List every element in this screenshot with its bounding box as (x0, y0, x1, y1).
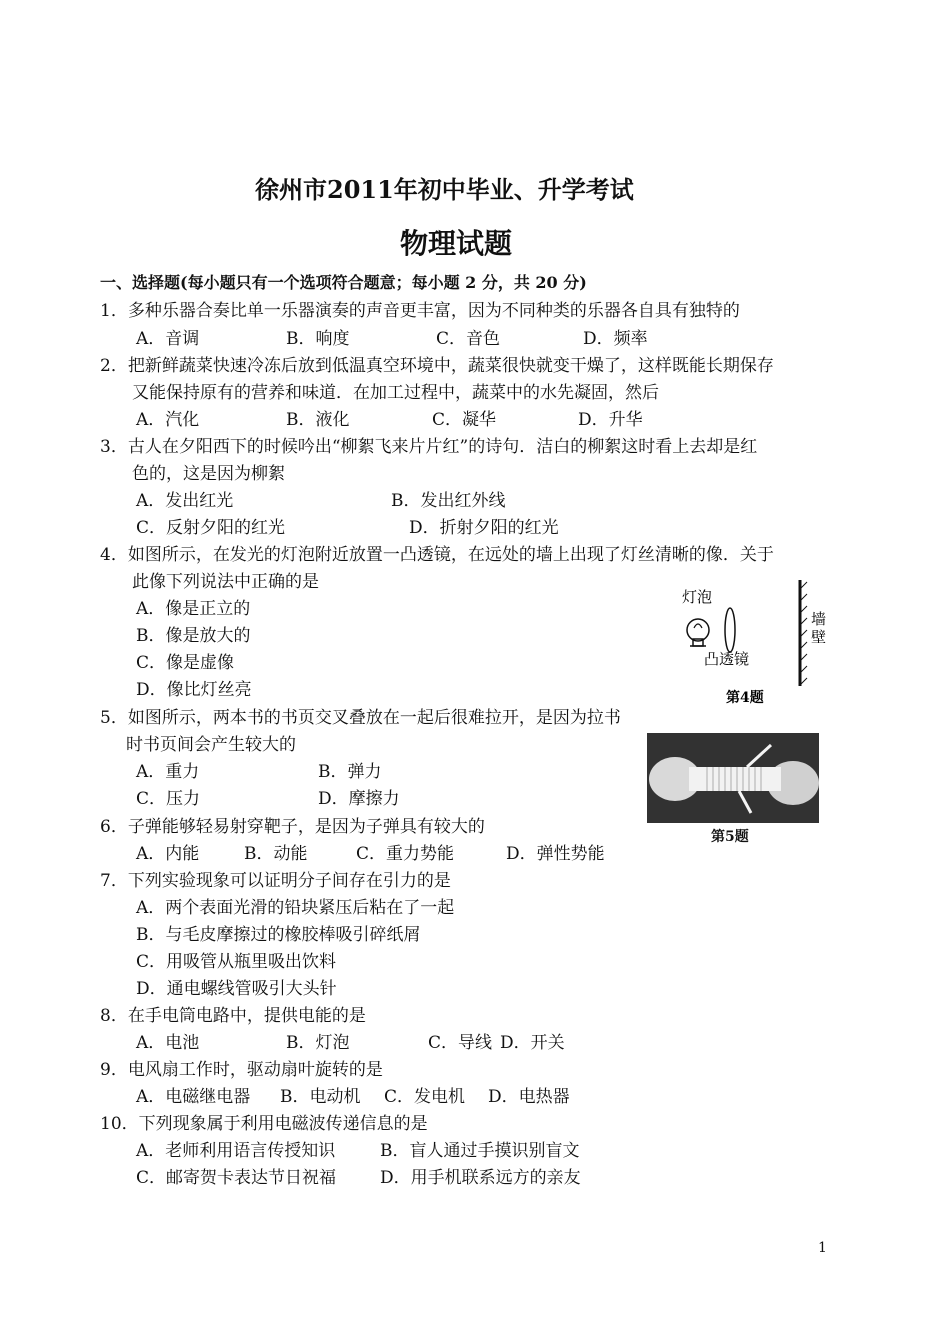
option: A．发出红光 (136, 491, 234, 511)
question-stem-cont: 又能保持原有的营养和味道．在加工过程中，蔬菜中的水先凝固，然后 (132, 383, 659, 403)
option: C．音色 (436, 329, 501, 349)
option: D．频率 (583, 329, 648, 349)
option: B．与毛皮摩擦过的橡胶棒吸引碎纸屑 (136, 925, 421, 945)
option: A．两个表面光滑的铅块紧压后粘在了一起 (136, 898, 455, 918)
wall-icon (800, 580, 807, 686)
figure-caption: 第4题 (726, 690, 764, 706)
question-stem: 9．电风扇工作时，驱动扇叶旋转的是 (100, 1060, 383, 1080)
option: D．电热器 (488, 1087, 570, 1107)
lens-icon (725, 608, 735, 652)
option: C．发电机 (384, 1087, 466, 1107)
option: B．弹力 (318, 762, 382, 782)
bulb-icon (687, 619, 709, 646)
question-stem: 5．如图所示，两本书的书页交叉叠放在一起后很难拉开，是因为拉书 (100, 708, 621, 728)
option: B．灯泡 (286, 1033, 350, 1053)
option: D．像比灯丝亮 (136, 680, 252, 700)
option: A．汽化 (136, 410, 200, 430)
option: D．升华 (578, 410, 643, 430)
question-stem-cont: 此像下列说法中正确的是 (132, 572, 319, 592)
option: B．液化 (286, 410, 350, 430)
question-stem: 4．如图所示，在发光的灯泡附近放置一凸透镜，在远处的墙上出现了灯丝清晰的像．关于 (100, 545, 774, 565)
wall-label-2: 壁 (811, 628, 827, 646)
question-stem: 3．古人在夕阳西下的时候吟出“柳絮飞来片片红”的诗句．洁白的柳絮这时看上去却是红 (100, 437, 758, 457)
option: B．电动机 (280, 1087, 361, 1107)
option: C．用吸管从瓶里吸出饮料 (136, 952, 337, 972)
question-stem: 6．子弹能够轻易射穿靶子，是因为子弹具有较大的 (100, 817, 485, 837)
option: A．重力 (136, 762, 200, 782)
figure-5-photo (647, 733, 819, 823)
option: C．邮寄贺卡表达节日祝福 (136, 1168, 337, 1188)
exam-subtitle: 物理试题 (400, 227, 513, 260)
option: A．像是正立的 (136, 599, 251, 619)
option: D．摩擦力 (318, 789, 400, 809)
figure-caption: 第5题 (711, 829, 749, 845)
wall-label-1: 墙 (811, 610, 827, 628)
question-stem: 2．把新鲜蔬菜快速冷冻后放到低温真空环境中，蔬菜很快就变干燥了，这样既能长期保存 (100, 356, 774, 376)
lens-label: 凸透镜 (704, 650, 750, 668)
lens-diagram (670, 578, 830, 713)
option: A．电池 (136, 1033, 200, 1053)
option: A．电磁继电器 (136, 1087, 251, 1107)
option: D．通电螺线管吸引大头针 (136, 979, 337, 999)
exam-title: 徐州市2011年初中毕业、升学考试 (255, 175, 634, 204)
option: C．像是虚像 (136, 653, 235, 673)
page-number: 1 (818, 1240, 827, 1256)
option: C．导线 (428, 1033, 493, 1053)
option: B．发出红外线 (391, 491, 506, 511)
option: B．响度 (286, 329, 350, 349)
option: D．用手机联系远方的亲友 (380, 1168, 581, 1188)
bulb-label: 灯泡 (682, 588, 713, 606)
figure-4 (670, 578, 830, 713)
question-stem: 10．下列现象属于利用电磁波传递信息的是 (100, 1114, 428, 1134)
question-stem-cont: 时书页间会产生较大的 (126, 735, 296, 755)
option: B．像是放大的 (136, 626, 251, 646)
option: D．弹性势能 (506, 844, 605, 864)
option: C．重力势能 (356, 844, 455, 864)
books-photo (647, 733, 819, 823)
question-stem: 7．下列实验现象可以证明分子间存在引力的是 (100, 871, 451, 891)
option: B．盲人通过手摸识别盲文 (380, 1141, 580, 1161)
section-heading: 一、选择题(每小题只有一个选项符合题意；每小题 2 分，共 20 分) (100, 273, 587, 292)
option: A．老师利用语言传授知识 (136, 1141, 336, 1161)
option: C．反射夕阳的红光 (136, 518, 286, 538)
option: C．压力 (136, 789, 201, 809)
option: A．音调 (136, 329, 200, 349)
option: C．凝华 (432, 410, 497, 430)
question-stem: 8．在手电筒电路中，提供电能的是 (100, 1006, 366, 1026)
option: A．内能 (136, 844, 200, 864)
question-stem-cont: 色的，这是因为柳絮 (132, 464, 285, 484)
option: B．动能 (244, 844, 308, 864)
option: D．开关 (500, 1033, 565, 1053)
option: D．折射夕阳的红光 (409, 518, 559, 538)
question-stem: 1．多种乐器合奏比单一乐器演奏的声音更丰富，因为不同种类的乐器各自具有独特的 (100, 301, 740, 321)
